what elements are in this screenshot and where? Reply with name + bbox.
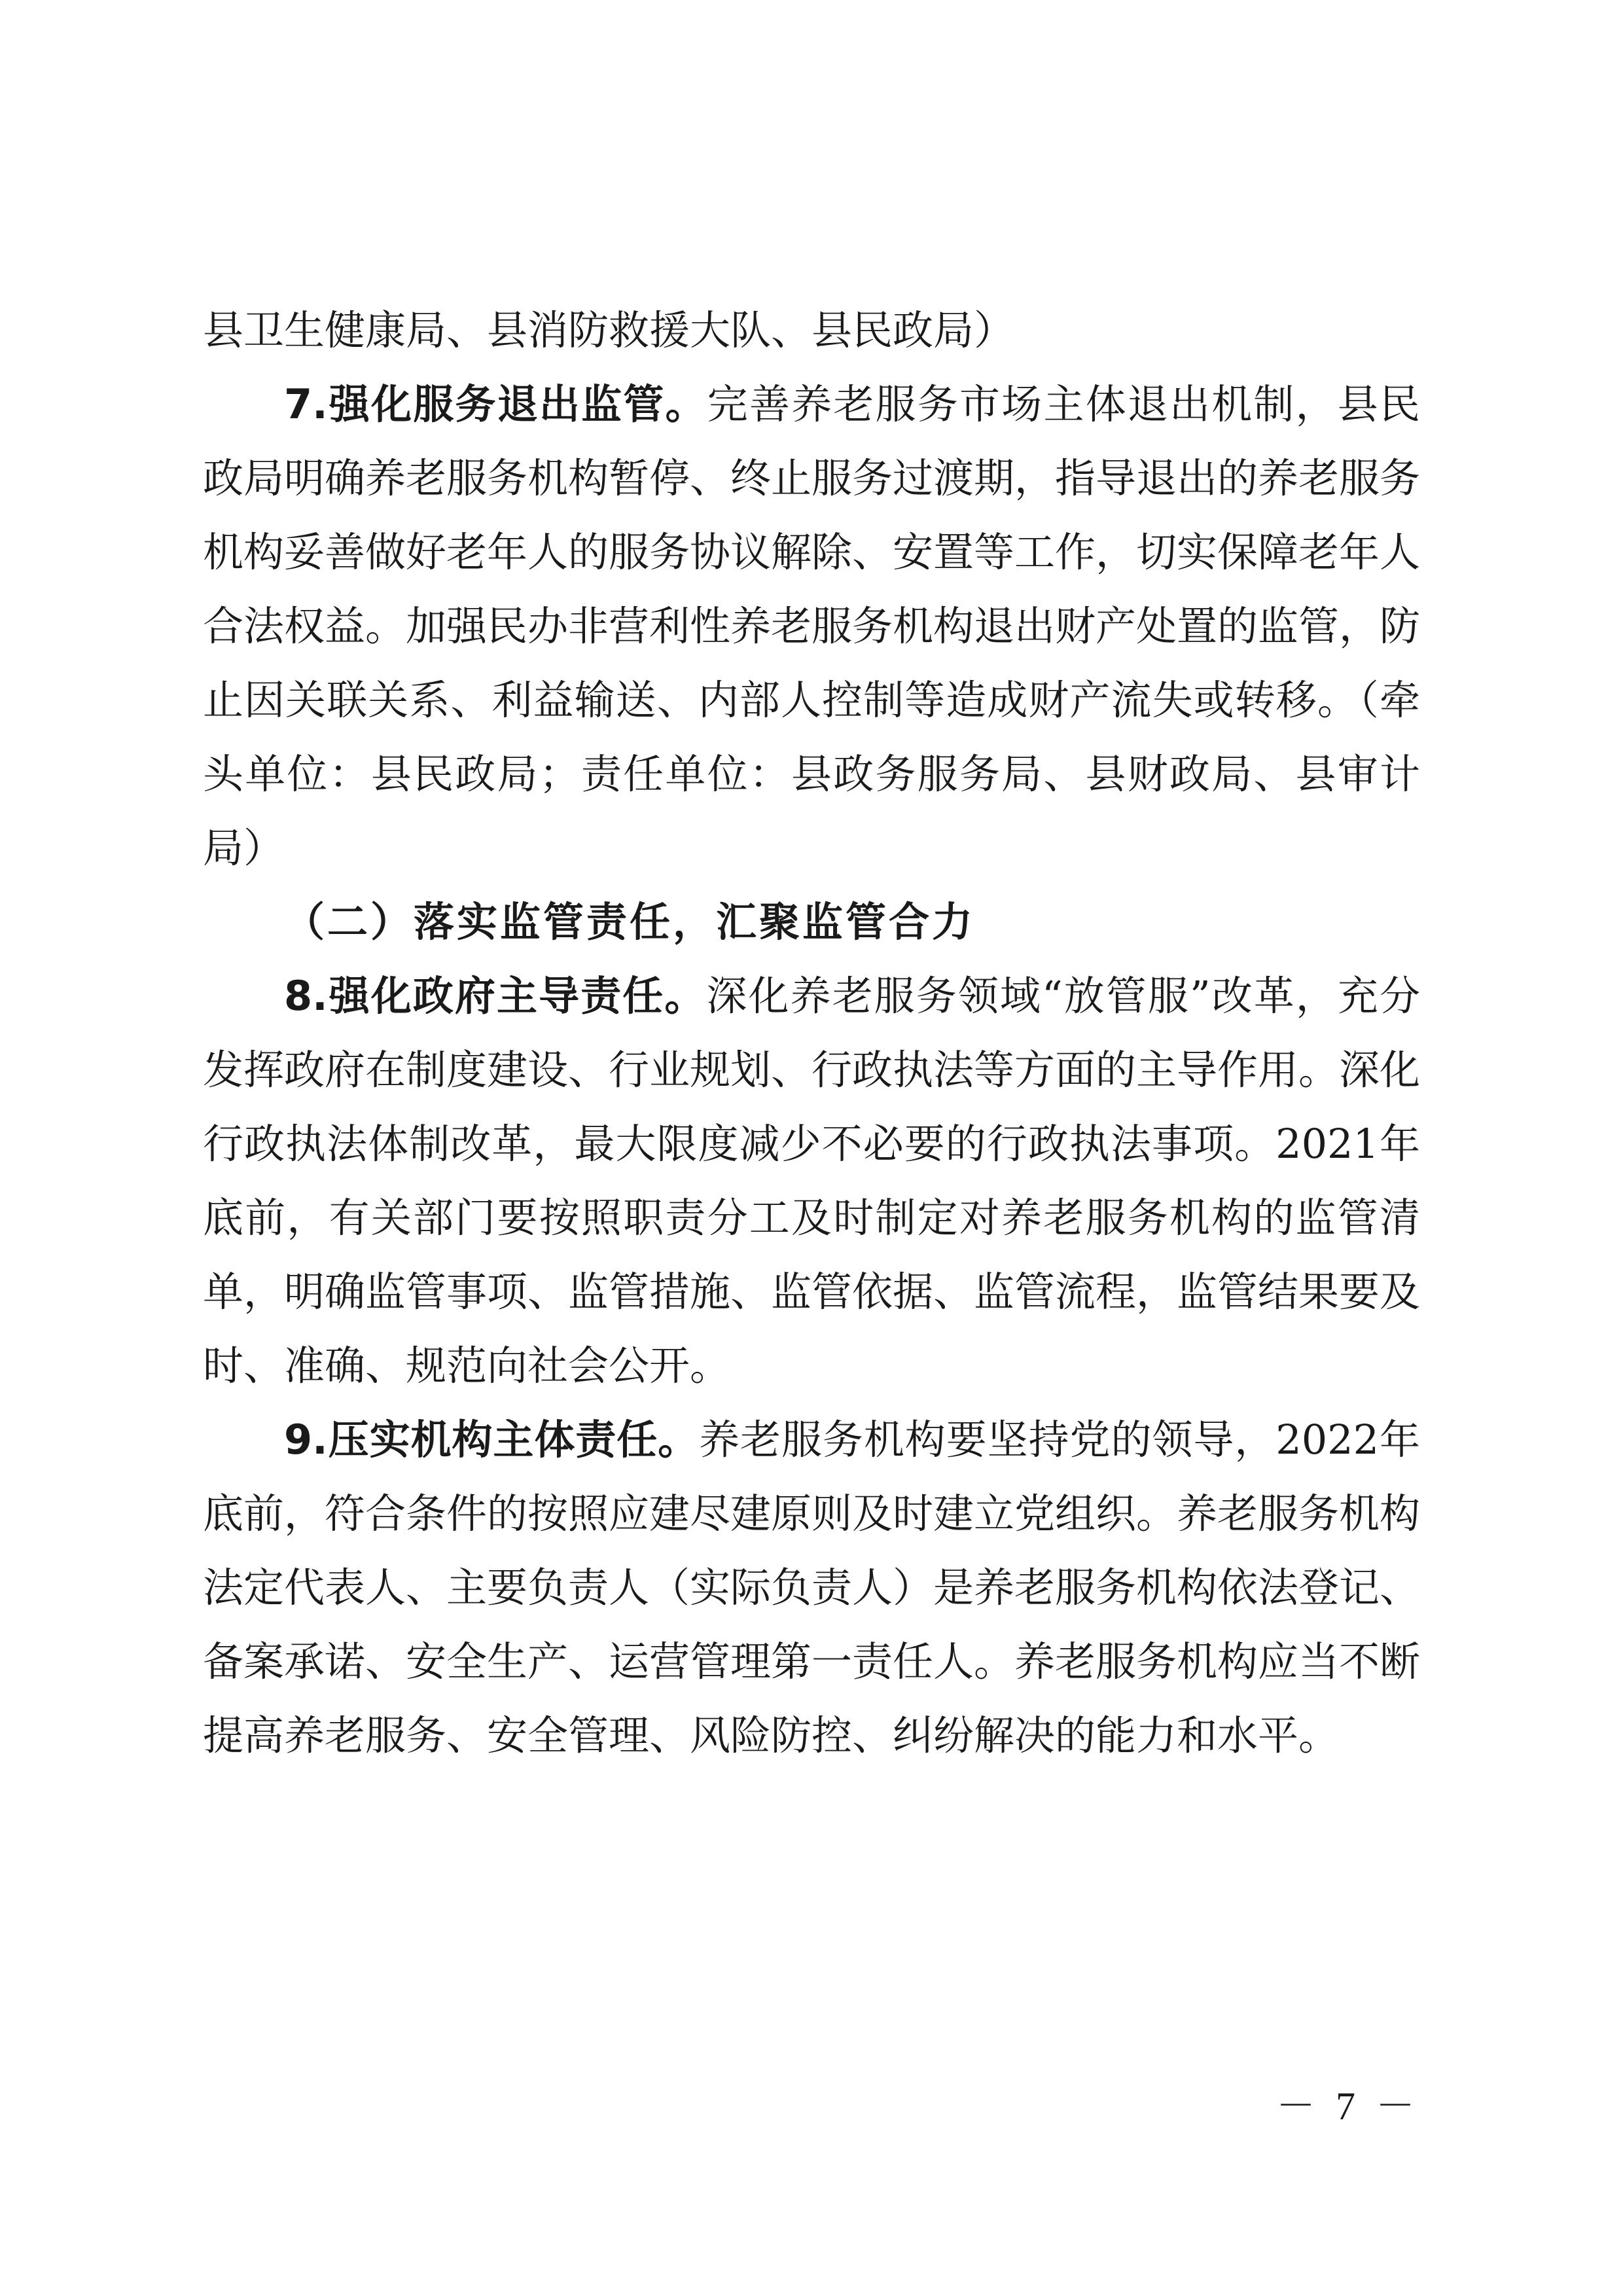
item-8-body: 深化养老服务领域“放管服”改革，充分发挥政府在制度建设、行业规划、行政执法等方面的主导作用。深化行政执法体制改革，最大限度减少不必要的行政执法事项。2021年底前，有关部门要按照职责分工及时制定对养老服务机构的监管清单，明确监管事项、监管措施、监管依据、监管流程，监管结果要及时、准确、规范向社会公开。 — [203, 972, 1421, 1390]
item-7-body: 完善养老服务市场主体退出机制，县民政局明确养老服务机构暂停、终止服务过渡期，指导退出的养老服务机构妥善做好老年人的服务协议解除、安置等工作，切实保障老年人合法权益。加强民办非营利性养老服务机构退出财产处置的监管，防止因关联关系、利益输送、内部人控制等造成财产流失或转移。（牵头单位：县民政局；责任单位：县政务服务局、县财政局、县审计局） — [203, 380, 1421, 872]
item-7-heading: 7.强化服务退出监管。 — [284, 380, 707, 428]
item-8-paragraph — [203, 959, 1420, 1403]
item-7-paragraph — [203, 367, 1420, 885]
continuation-paragraph: 县卫生健康局、县消防救援大队、县民政局） — [203, 306, 1015, 354]
document-page — [203, 293, 1420, 1772]
section-2-heading: （二）落实监管责任，汇聚监管合力 — [284, 898, 976, 946]
item-9-heading: 9.压实机构主体责任。 — [284, 1416, 700, 1463]
item-9-paragraph — [203, 1403, 1420, 1772]
item-9-body: 养老服务机构要坚持党的领导，2022年底前，符合条件的按照应建尽建原则及时建立党组织。养老服务机构法定代表人、主要负责人（实际负责人）是养老服务机构依法登记、备案承诺、安全生产、运营管理第一责任人。养老服务机构应当不断提高养老服务、安全管理、风险防控、纠纷解决的能力和水平。 — [203, 1416, 1421, 1759]
page-number: － 7 － — [1276, 2085, 1420, 2128]
item-8-heading: 8.强化政府主导责任。 — [284, 972, 707, 1020]
